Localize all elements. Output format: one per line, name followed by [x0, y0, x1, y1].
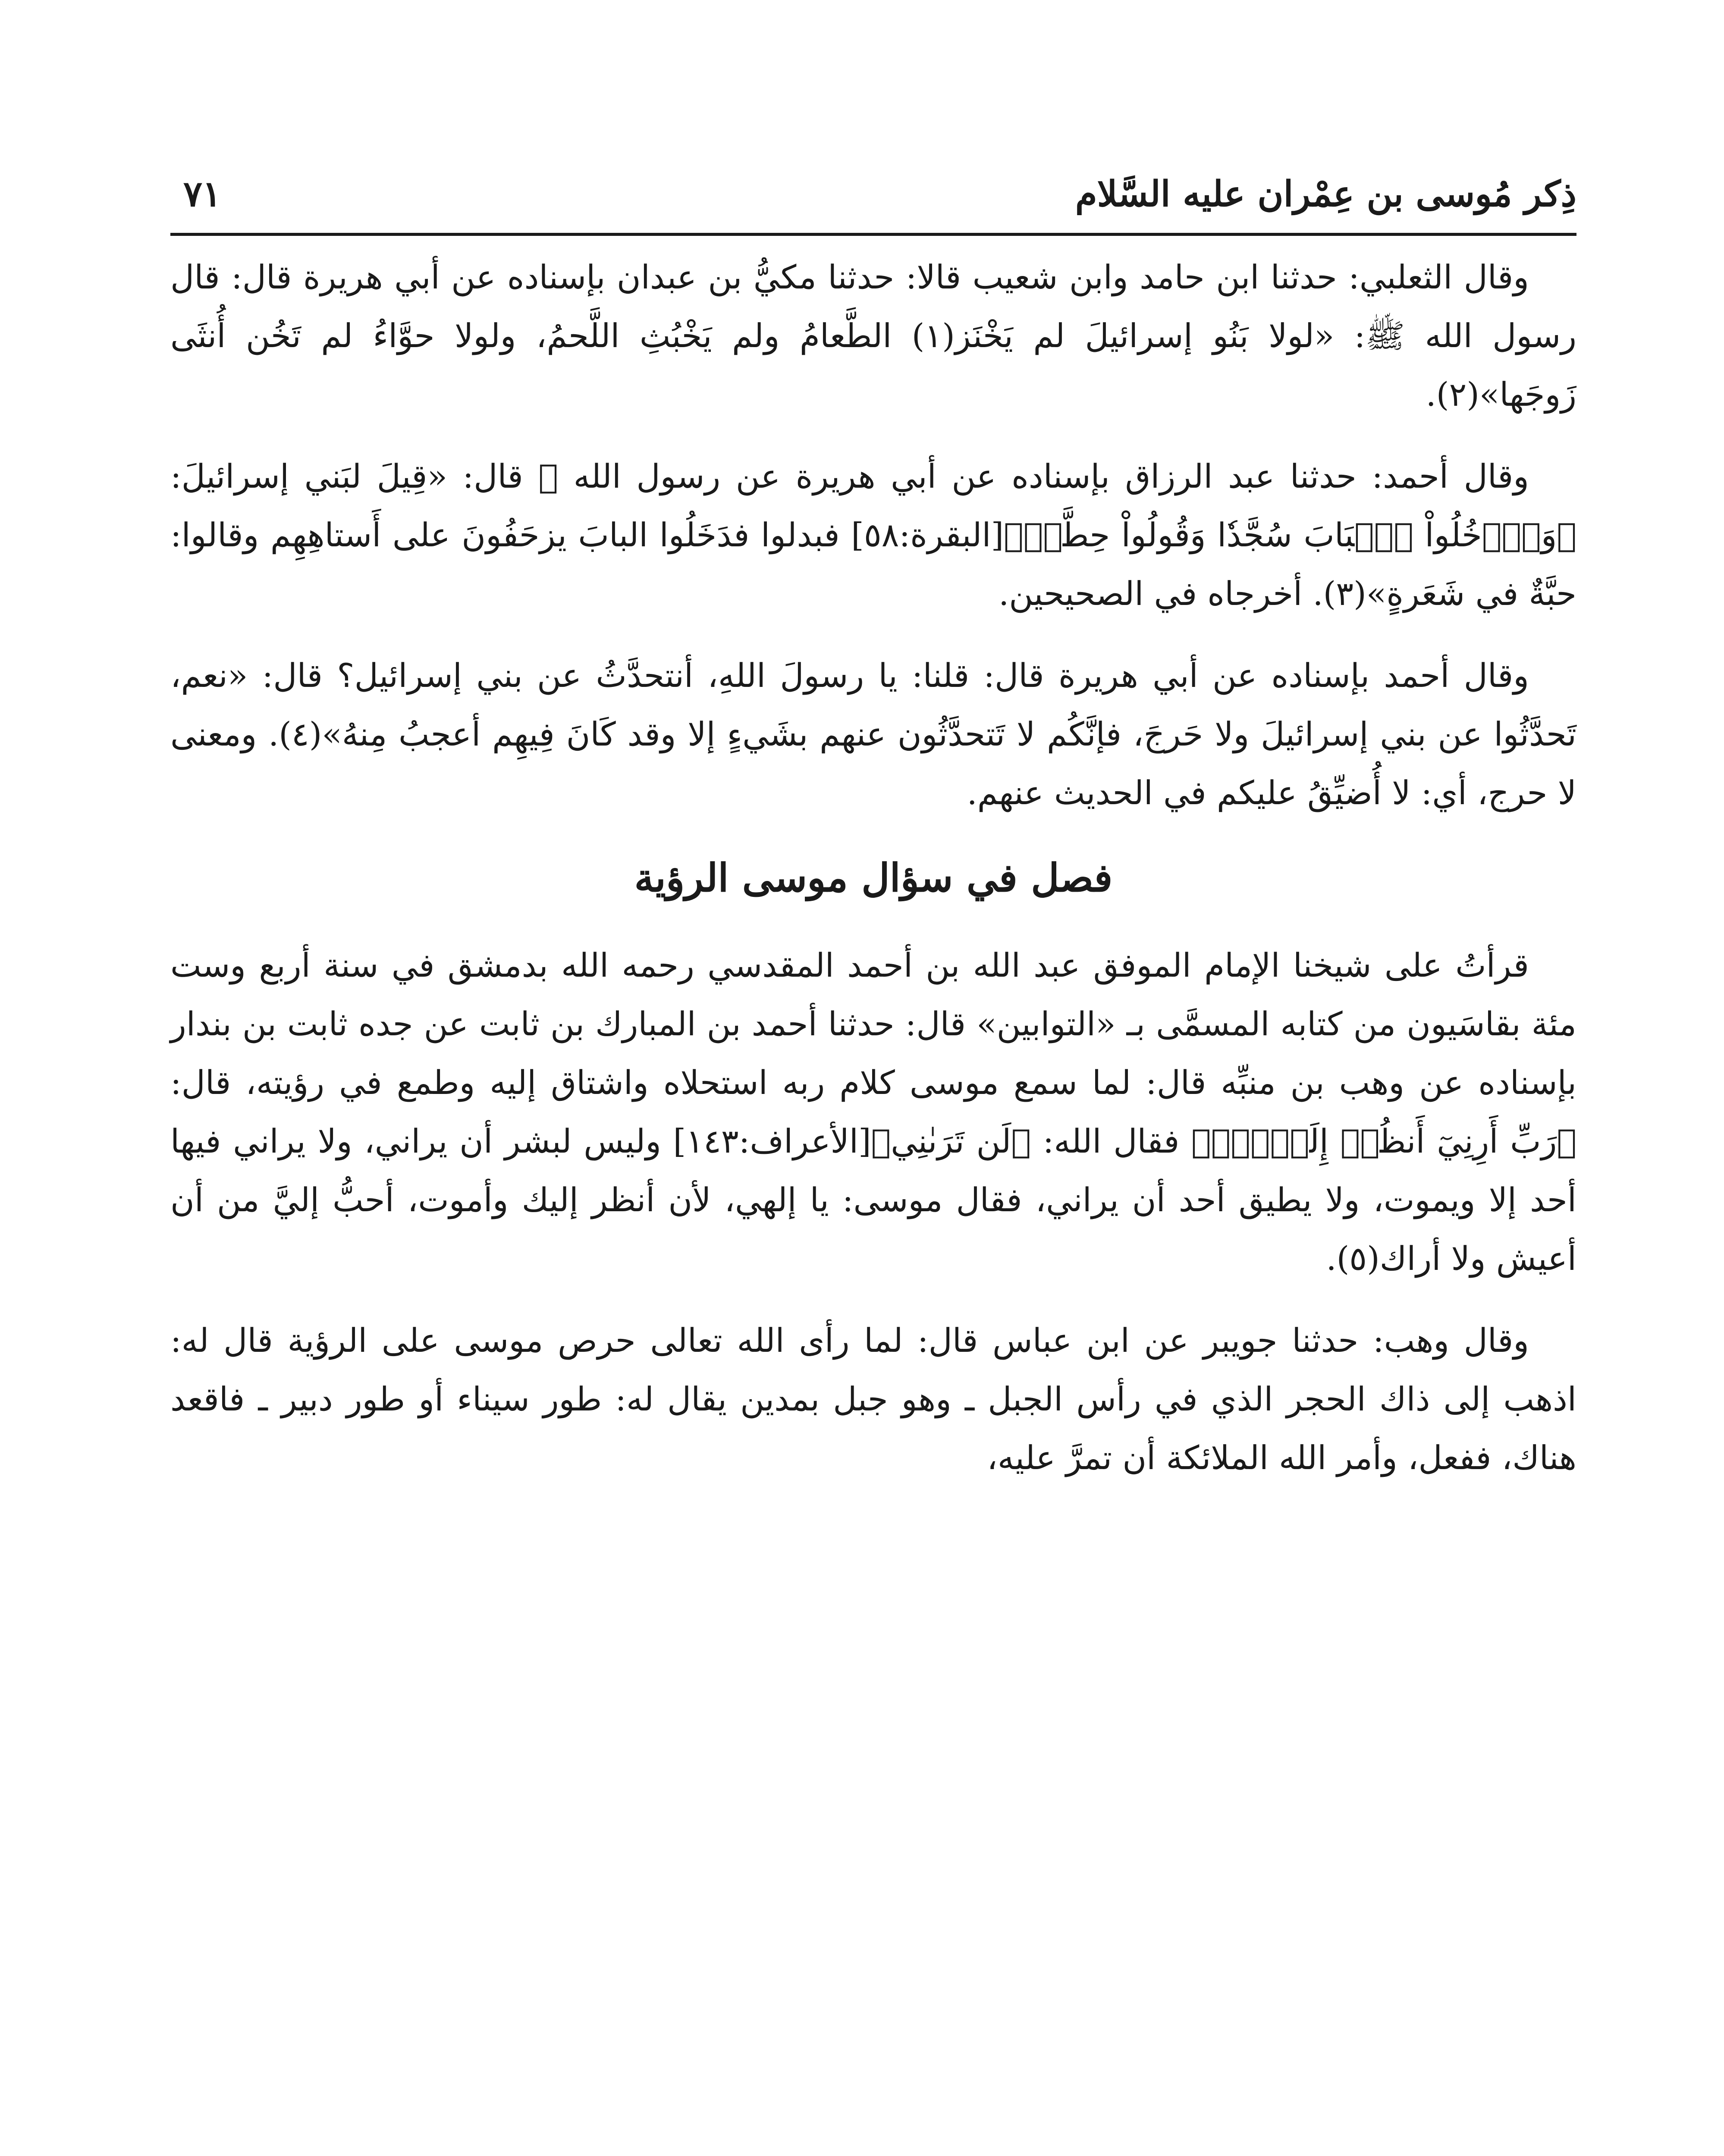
page-number: ٧١ [183, 173, 222, 215]
paragraph-ahmad-hittah: وقال أحمد: حدثنا عبد الرزاق بإسناده عن أبي هريرة عن رسول الله ﷺ قال: «قِيلَ لبَني إسرائيلَ: ﴿وَٱدۡخُلُواْ ٱلۡبَابَ سُجَّدٗا وَقُولُواْ حِطَّةٞ﴾[البقرة:٥٨] فبدلوا فدَخَلُوا البابَ يزحَفُونَ على أَستاهِهِم وقالوا: حبَّةٌ في شَعَرةٍ»(٣). أخرجاه في الصحيحين. [170, 457, 1576, 613]
section-heading: فصل في سؤال موسى الرؤية [634, 855, 1113, 901]
header-rule [170, 233, 1576, 236]
paragraph-tawwabin: قرأتُ على شيخنا الإمام الموفق عبد الله بن أحمد المقدسي رحمه الله بدمشق في سنة أربع وست مئة بقاسَيون من كتابه المسمَّى بـ «التوابين» قال: حدثنا أحمد بن المبارك بن ثابت عن جده ثابت بن بندار بإسناده عن وهب بن منبِّه قال: لما سمع موسى كلام ربه استحلاه واشتاق إليه وطمع في رؤيته، قال: ﴿رَبِّ أَرِنِيٓ أَنظُرۡ إِلَيۡكَۚ﴾ فقال الله: ﴿لَن تَرَىٰنِي﴾[الأعراف:١٤٣] وليس لبشر أن يراني، ولا يراني فيها أحد إلا ويموت، ولا يطيق أحد أن يراني، فقال موسى: يا إلهي، لأن أنظر إليك وأموت، أحبُّ إليَّ من أن أعيش ولا أراك(٥). [170, 946, 1576, 1278]
paragraph-ahmad-bani-israil: وقال أحمد بإسناده عن أبي هريرة قال: قلنا: يا رسولَ اللهِ، أنتحدَّثُ عن بني إسرائيل؟ قال: «نعم، تَحدَّثُوا عن بني إسرائيلَ ولا حَرجَ، فإنَّكُم لا تَتحدَّثُون عنهم بشَيءٍ إلا وقد كَانَ فِيهِم أعجبُ مِنهُ»(٤). ومعنى لا حرج، أي: لا أُضيِّقُ عليكم في الحديث عنهم. [170, 656, 1576, 812]
running-title: ذِكر مُوسى بن عِمْران عليه السَّلام [1075, 173, 1576, 215]
main-text [170, 248, 1576, 1510]
paragraph-wahb: وقال وهب: حدثنا جويبر عن ابن عباس قال: لما رأى الله تعالى حرص موسى على الرؤية قال له: اذهب إلى ذاك الحجر الذي في رأس الجبل ـ وهو جبل بمدين يقال له: طور سيناء أو طور دبير ـ فاقعد هناك، ففعل، وأمر الله الملائكة أن تمرَّ عليه، [170, 1321, 1576, 1477]
paragraph-tha-labi: وقال الثعلبي: حدثنا ابن حامد وابن شعيب قالا: حدثنا مكيُّ بن عبدان بإسناده عن أبي هريرة قال: قال رسول الله ﷺ: «لولا بَنُو إسرائيلَ لم يَخْنَز(١) الطَّعامُ ولم يَخْبُثِ اللَّحمُ، ولولا حوَّاءُ لم تَخُن أُنثَى زَوجَها»(٢). [170, 258, 1577, 414]
running-header [170, 170, 1576, 218]
book-page [170, 129, 1576, 2156]
